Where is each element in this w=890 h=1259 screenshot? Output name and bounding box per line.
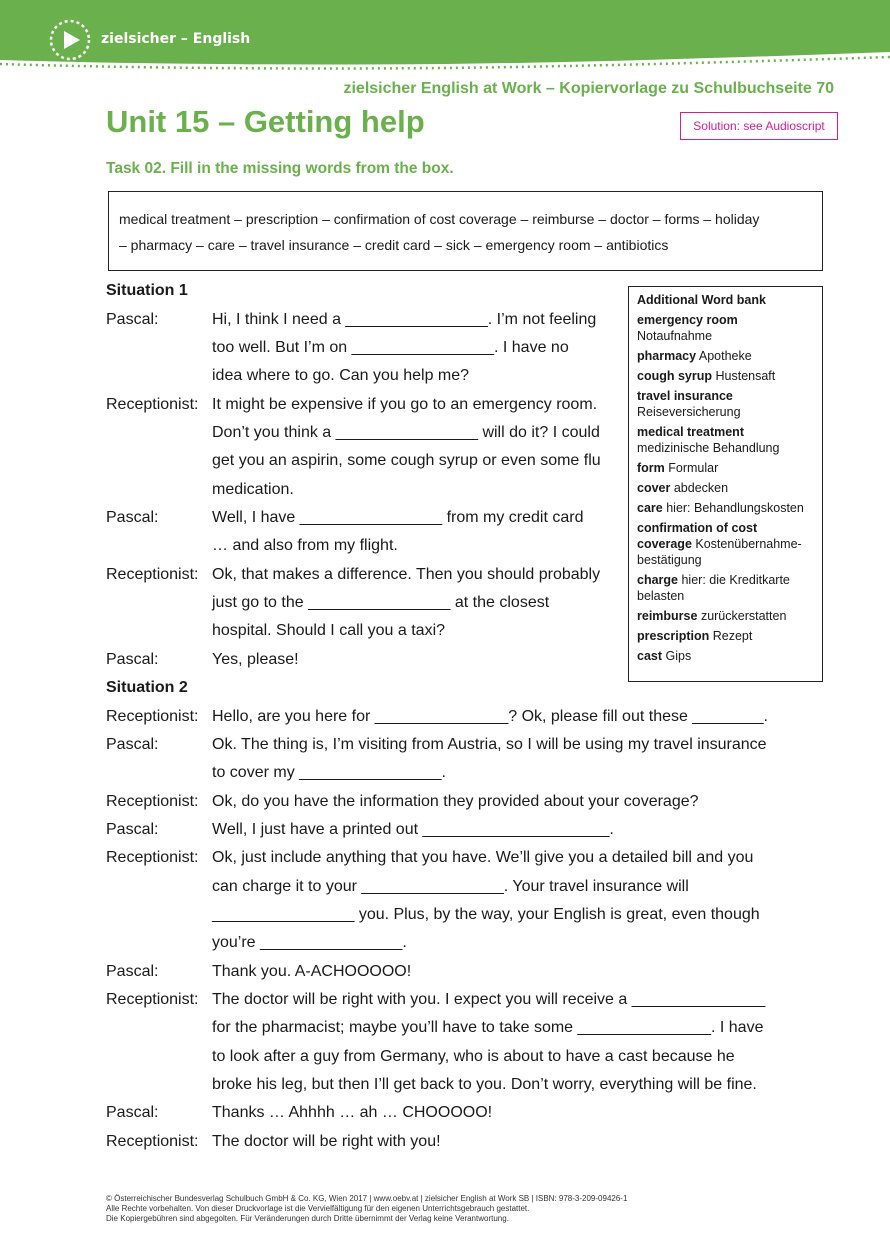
- word-bank-entry: medical treatment medizinische Behandlung: [637, 425, 780, 455]
- solution-box: Solution: see Audioscript: [680, 112, 838, 140]
- dialogue-line: Don’t you think a ________________ will do it? I could: [212, 424, 600, 441]
- speaker-label: Pascal:: [106, 509, 159, 526]
- footer-line: Die Kopiergebühren sind abgegolten. Für Veränderungen durch Dritte übernimmt der Verlag keine Verantwortung.: [106, 1214, 509, 1223]
- speaker-label: Receptionist:: [106, 793, 199, 810]
- dialogue-line: The doctor will be right with you. I expect you will receive a _______________: [212, 991, 766, 1008]
- dialogue-line: Thank you. A-ACHOOOOO!: [212, 963, 412, 980]
- dialogue-line: you’re ________________.: [212, 934, 407, 951]
- dialogue-line: Ok. The thing is, I’m visiting from Austria, so I will be using my travel insurance: [212, 736, 767, 753]
- dialogue-line: broke his leg, but then I’ll get back to you. Don’t worry, everything will be fine.: [212, 1076, 757, 1093]
- page-title: Unit 15 – Getting help: [106, 104, 425, 139]
- dialogue-line: ________________ you. Plus, by the way, your English is great, even though: [212, 906, 760, 923]
- speaker-label: Receptionist:: [106, 396, 199, 413]
- dialogue-line: to look after a guy from Germany, who is about to have a cast because he: [212, 1048, 735, 1065]
- word-box-line-2: – pharmacy – care – travel insurance – credit card – sick – emergency room – antibiotics: [119, 237, 669, 253]
- dialogue-line: Thanks … Ahhhh … ah … CHOOOOO!: [212, 1104, 493, 1121]
- word-box-line-1: medical treatment – prescription – confirmation of cost coverage – reimburse – doctor – forms – holiday: [119, 211, 760, 227]
- task-instruction: Task 02. Fill in the missing words from the box.: [106, 160, 454, 177]
- speaker-label: Pascal:: [106, 821, 159, 838]
- dialogue-line: can charge it to your ________________. Your travel insurance will: [212, 878, 689, 895]
- dialogue-line: idea where to go. Can you help me?: [212, 367, 470, 384]
- speaker-label: Receptionist:: [106, 566, 199, 583]
- footer-line: © Österreichischer Bundesverlag Schulbuch GmbH & Co. KG, Wien 2017 | www.oebv.at | zielsicher English at Work SB | ISBN: 978-3-209-09426-1: [106, 1194, 628, 1203]
- word-bank-entry: care hier: Behandlungskosten: [637, 501, 804, 515]
- word-bank-entry: cough syrup Hustensaft: [637, 369, 776, 383]
- word-bank-entry: emergency room Notaufnahme: [637, 313, 738, 343]
- word-bank-title: Additional Word bank: [637, 293, 766, 307]
- dialogue-line: Hello, are you here for _______________? Ok, please fill out these ________.: [212, 708, 768, 725]
- word-bank-entry: travel insurance Reiseversicherung: [637, 389, 741, 419]
- word-bank-entry: cast Gips: [637, 649, 692, 663]
- logo-text: zielsicher – English: [101, 31, 251, 47]
- dialogue-line: for the pharmacist; maybe you’ll have to take some _______________. I have: [212, 1019, 764, 1036]
- situation-1-title: Situation 1: [106, 282, 188, 299]
- dialogue-line: get you an aspirin, some cough syrup or even some flu: [212, 452, 601, 469]
- word-bank-entry: prescription Rezept: [637, 629, 753, 643]
- dialogue-line: It might be expensive if you go to an emergency room.: [212, 396, 598, 413]
- speaker-label: Receptionist:: [106, 708, 199, 725]
- dialogue-line: Yes, please!: [212, 651, 299, 668]
- word-bank-entry: charge hier: die Kreditkarte belasten: [637, 573, 790, 603]
- situation-2-title: Situation 2: [106, 679, 188, 696]
- speaker-label: Pascal:: [106, 311, 159, 328]
- dialogue-line: just go to the ________________ at the closest: [212, 594, 550, 611]
- speaker-label: Pascal:: [106, 963, 159, 980]
- dialogue-line: The doctor will be right with you!: [212, 1133, 441, 1150]
- dialogue-line: Hi, I think I need a ________________. I’m not feeling: [212, 311, 597, 328]
- word-box: [108, 191, 823, 271]
- dialogue-line: medication.: [212, 481, 294, 498]
- dialogue-line: too well. But I’m on ________________. I have no: [212, 339, 569, 356]
- footer-copyright: [106, 1194, 627, 1224]
- speaker-label: Receptionist:: [106, 849, 199, 866]
- speaker-label: Receptionist:: [106, 991, 199, 1008]
- word-bank-entry: pharmacy Apotheke: [637, 349, 752, 363]
- dialogue-line: Ok, do you have the information they provided about your coverage?: [212, 793, 699, 810]
- word-bank-entry: confirmation of cost coverage Kostenübernahme-bestätigung: [637, 521, 802, 567]
- page-subtitle: zielsicher English at Work – Kopiervorlage zu Schulbuchseite 70: [343, 80, 834, 97]
- dialogue-line: … and also from my flight.: [212, 537, 398, 554]
- dialogue-line: Well, I just have a printed out _____________________.: [212, 821, 614, 838]
- speaker-label: Pascal:: [106, 1104, 159, 1121]
- word-bank-entry: cover abdecken: [637, 481, 729, 495]
- speaker-label: Receptionist:: [106, 1133, 199, 1150]
- dialogue-line: hospital. Should I call you a taxi?: [212, 622, 446, 639]
- speaker-label: Pascal:: [106, 651, 159, 668]
- dialogue-line: Ok, that makes a difference. Then you should probably: [212, 566, 601, 583]
- word-bank-entry: reimburse zurückerstatten: [637, 609, 787, 623]
- dialogue-line: Ok, just include anything that you have. We’ll give you a detailed bill and you: [212, 849, 754, 866]
- dialogue-line: Well, I have ________________ from my credit card: [212, 509, 584, 526]
- footer-line: Alle Rechte vorbehalten. Von dieser Druckvorlage ist die Vervielfältigung für den eigenen Unterrichtsgebrauch gestattet.: [106, 1204, 530, 1213]
- word-bank-entry: form Formular: [637, 461, 719, 475]
- dialogue-line: to cover my ________________.: [212, 764, 446, 781]
- additional-word-bank: [628, 286, 823, 682]
- speaker-label: Pascal:: [106, 736, 159, 753]
